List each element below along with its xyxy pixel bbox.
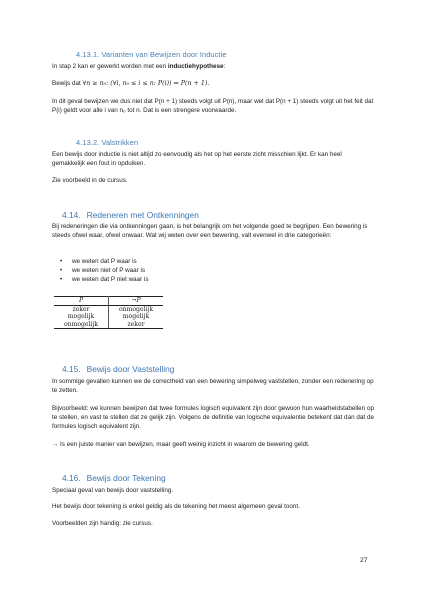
truth-table [54, 296, 163, 329]
table-cell: onmogelijk [54, 321, 109, 329]
list-item-text: we weten dat P waar is [72, 258, 137, 265]
heading-4-13-1: 4.13.1. Varianten van Bewijzen door Inductie [76, 50, 227, 59]
table-header: ¬P [109, 297, 164, 306]
table-cell: onmogelijk [118, 305, 154, 313]
list-item [60, 266, 149, 275]
bold-term: inductiehypothese [167, 63, 224, 70]
table-row [54, 313, 163, 321]
paragraph-zie-voorbeeld: Zie voorbeeld in de cursus. [52, 177, 128, 184]
text-span: In stap 2 kan er gewerkt worden met een [52, 63, 168, 70]
bullet-icon: • [60, 267, 63, 274]
list-item [60, 257, 149, 266]
section-title: Bewijs door Tekening [86, 473, 166, 483]
section-title: Bewijs door Vaststelling [86, 364, 175, 374]
table-row [54, 321, 163, 329]
page-number: 27 [360, 557, 368, 564]
table-cell: mogelijk [122, 313, 150, 321]
paragraph-strengere-voorwaarde: In dit geval bewijzen we dus niet dat P(n + 1) steeds volgt uit P(n), maar wel dat P(n + 1) steeds volgt uit het feit dat P(i) geldt voor alle i van n₀ tot n. Dat is een strengere voorwaarde. [52, 98, 374, 114]
heading-4-15 [62, 364, 174, 374]
list-item-text: we weten niet of P waar is [72, 267, 146, 274]
heading-4-14 [62, 210, 199, 220]
formula-line [52, 79, 374, 88]
paragraph-valstrikken: Een bewijs door inductie is niet altijd zo eenvoudig als het op het eerste zicht misschien lijkt. Er kan heel gemakkelijk een fout in opduiken. [52, 151, 342, 167]
paragraph-ontkenningen: Bij redeneringen die via ontkenningen gaan, is het belangrijk om het volgende goed te begrijpen. Een bewering is steeds ofwel waar, ofwel onwaar. Wat wij weten over een bewering, valt evenwel in drie categorieën: [52, 223, 368, 239]
paragraph-speciaal-geval: Speciaal geval van bewijs door vaststelling. [52, 487, 174, 494]
paragraph-tekening: Het bewijs door tekening is enkel geldig als de tekening het meest algemeen geval toont. [52, 503, 300, 510]
table-cell: mogelijk [54, 313, 109, 321]
text-span: : [223, 63, 226, 70]
section-number: 4.14. [62, 210, 81, 220]
table-cell: zeker [54, 305, 109, 313]
heading-4-16 [62, 473, 166, 483]
bullet-list [60, 257, 149, 284]
heading-4-13-2: 4.13.2. Valstrikken [76, 138, 139, 147]
table-header-row [54, 297, 163, 306]
list-item-text: we weten dat P niet waar is [72, 276, 149, 283]
paragraph-arrow-note: → Is een juiste manier van bewijzen, maar geeft weinig inzicht in waarom de bewering geldt. [52, 441, 310, 448]
section-number: 4.16. [62, 473, 81, 483]
section-title: Redeneren met Ontkenningen [86, 210, 199, 220]
list-item [60, 275, 149, 284]
bullet-icon: • [60, 258, 63, 265]
paragraph-inductiehypothese [52, 62, 374, 71]
section-number: 4.15. [62, 364, 81, 374]
paragraph-voorbeelden: Voorbeelden zijn handig: zie cursus. [52, 520, 153, 527]
formula: ∀n ≥ n₀: (∀i, n₀ ≤ i ≤ n: P(i)) ⇒ P(n + 1). [82, 80, 210, 87]
table-header: P [54, 297, 109, 306]
table-cell: zeker [109, 321, 164, 329]
formula-prefix: Bewijs dat [52, 80, 83, 87]
table-row [54, 305, 163, 313]
paragraph-bijvoorbeeld: Bijvoorbeeld: we kunnen bewijzen dat twee formules logisch equivalent zijn door gewoon hun waarheidstabellen op te stellen, en vast te stellen dat ze gelijk zijn. Volgens de definitie van logische equivalentie betekent dat dan dat de formules logisch equivalent zijn. [52, 405, 374, 430]
bullet-icon: • [60, 276, 63, 283]
paragraph-vaststelling: In sommige gevallen kunnen we de correctheid van een bewering simpelweg vaststellen, zonder een redenering op te zetten. [52, 378, 374, 394]
